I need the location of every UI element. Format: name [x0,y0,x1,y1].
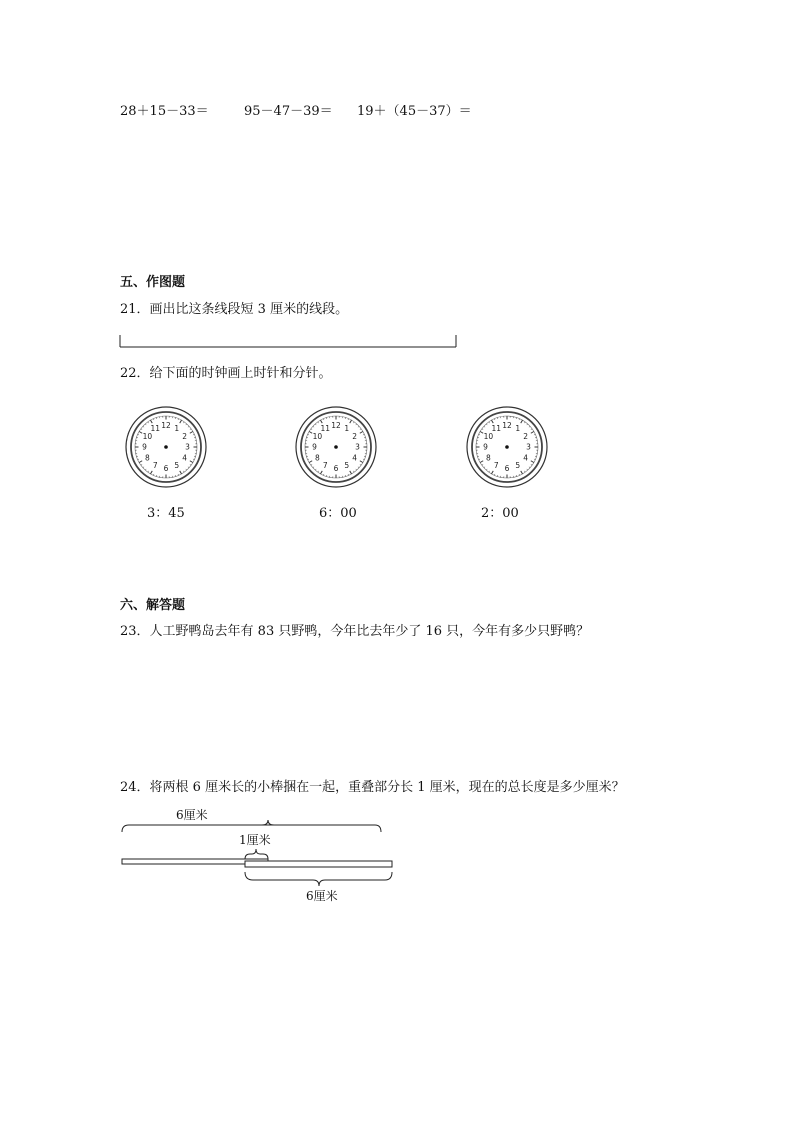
line-segment-figure [118,332,460,350]
clock-numeral: 1 [344,423,350,433]
clock-face-1[interactable] [124,405,208,489]
clock-numeral: 9 [142,442,147,452]
clock-numeral: 6 [163,464,169,474]
clock-numeral: 11 [491,423,502,433]
diagram-overlap-label: 1厘米 [239,833,271,847]
section-5-heading: 五、作图题 [120,275,186,290]
clock-numeral: 1 [174,423,180,433]
clock-center-dot [334,445,338,449]
clock-numeral: 4 [352,453,358,463]
clock-numeral: 3 [355,442,360,452]
clock-numeral: 8 [314,453,320,463]
clock-numeral: 4 [182,453,188,463]
question-24: 24．将两根 6 厘米长的小棒捆在一起，重叠部分长 1 厘米，现在的总长度是多少厘米？ [120,780,625,795]
section-6-heading: 六、解答题 [120,598,186,613]
clock-numeral: 7 [322,461,328,471]
expression-1: 28＋15－33＝ [120,104,209,119]
clock-numeral: 11 [150,423,161,433]
question-21: 21．画出比这条线段短 3 厘米的线段。 [120,302,349,317]
clock-numeral: 8 [144,453,150,463]
clock-time-2: 6：00 [319,506,357,521]
clock-numeral: 5 [515,461,521,471]
clock-numeral: 5 [174,461,180,471]
question-22: 22．给下面的时钟画上时针和分针。 [120,366,332,381]
clock-numeral: 7 [493,461,499,471]
expression-3: 19＋（45－37）＝ [357,104,472,119]
clock-numeral: 10 [142,431,153,441]
clock-time-3: 2：00 [481,506,519,521]
clock-numeral: 3 [185,442,190,452]
clock-numeral: 10 [312,431,323,441]
top-brace [122,820,381,832]
clock-numeral: 9 [312,442,317,452]
clock-numeral: 12 [502,421,512,431]
clock-numeral: 12 [331,421,341,431]
clock-time-1: 3：45 [147,506,185,521]
clock-numeral: 9 [483,442,488,452]
clock-numeral: 11 [320,423,331,433]
clock-numeral: 8 [485,453,491,463]
clock-face-3[interactable] [465,405,549,489]
clock-center-dot [505,445,509,449]
stick-diagram [115,820,400,890]
clock-center-dot [164,445,168,449]
clock-numeral: 2 [352,431,358,441]
clock-numeral: 6 [504,464,510,474]
diagram-top-label: 6厘米 [176,808,208,822]
bottom-brace [245,872,392,886]
clock-numeral: 1 [515,423,521,433]
overlap-brace [245,849,268,859]
clock-numeral: 5 [344,461,350,471]
diagram-bottom-label: 6厘米 [306,889,338,903]
clock-numeral: 7 [152,461,158,471]
clock-face-2[interactable] [294,405,378,489]
clock-numeral: 2 [182,431,188,441]
clock-numeral: 2 [523,431,529,441]
clock-numeral: 10 [483,431,494,441]
question-23: 23．人工野鸭岛去年有 83 只野鸭，今年比去年少了 16 只，今年有多少只野鸭？ [120,624,590,639]
clock-numeral: 12 [161,421,171,431]
clock-numeral: 6 [333,464,339,474]
clock-numeral: 4 [523,453,529,463]
clock-numeral: 3 [526,442,531,452]
expression-2: 95－47－39＝ [244,104,333,119]
stick-2 [245,861,392,867]
